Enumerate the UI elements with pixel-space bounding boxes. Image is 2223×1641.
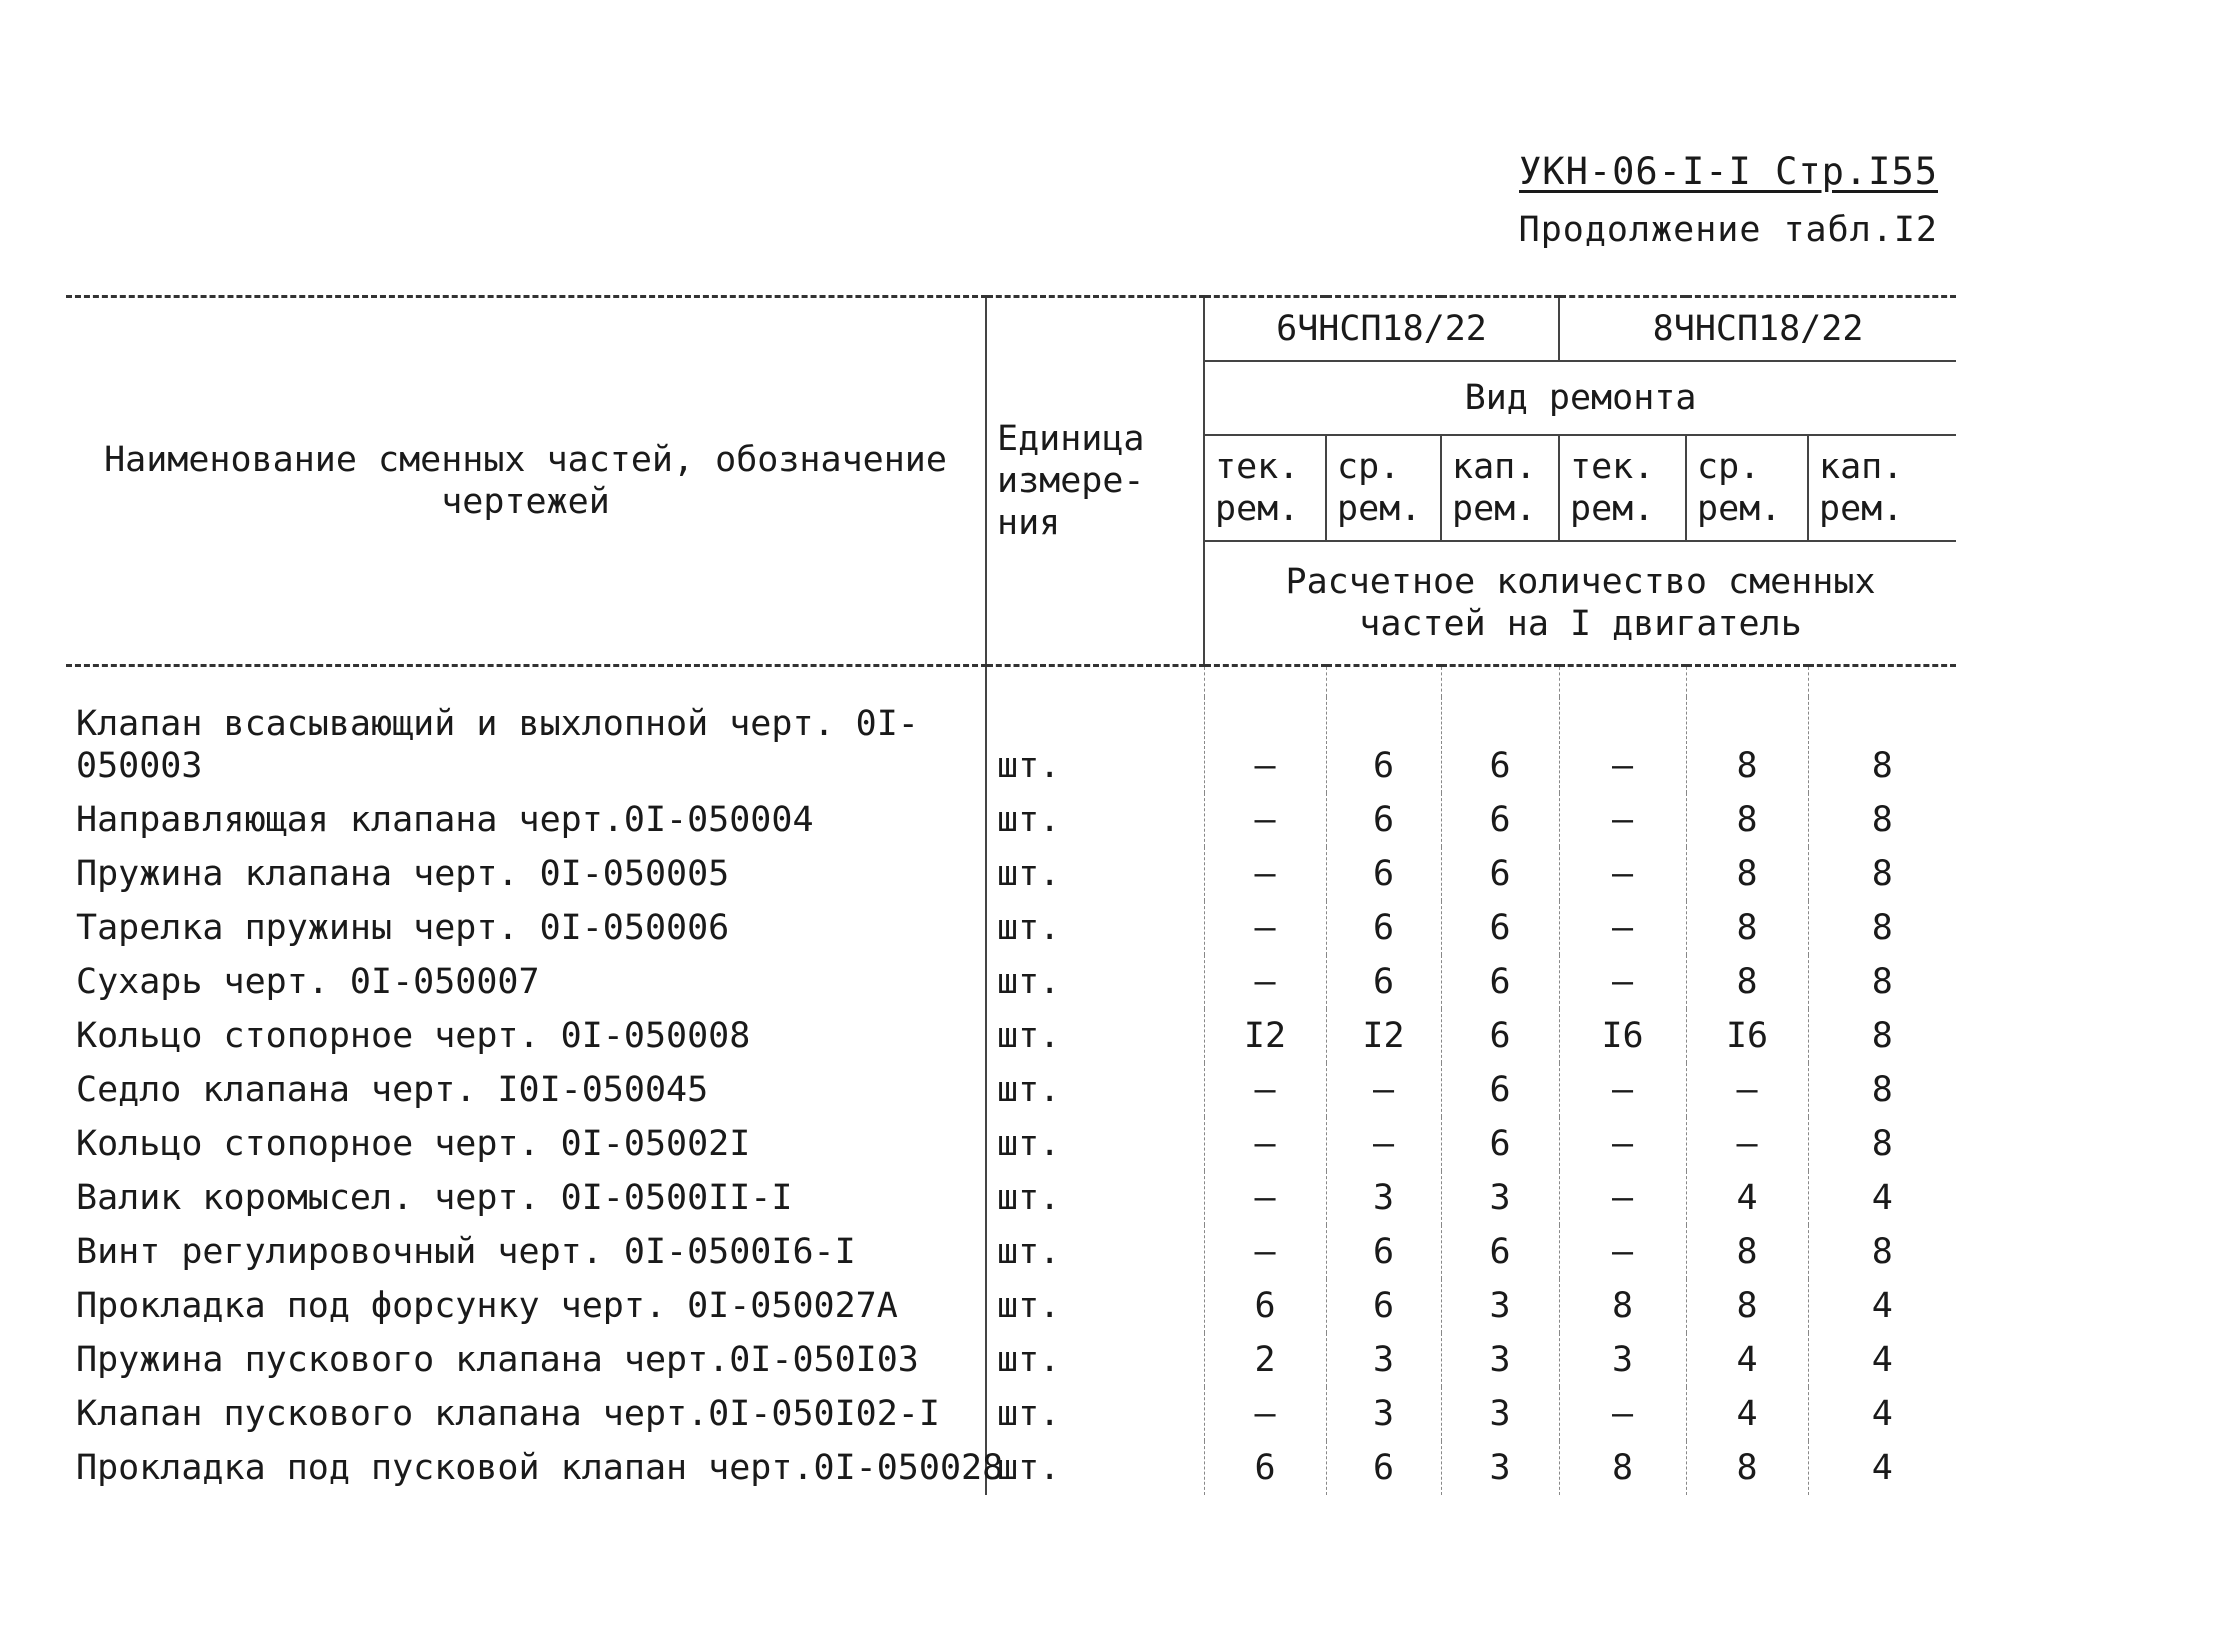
- quantity-cell: 4: [1871, 1340, 1893, 1380]
- quantity-cell: –: [1204, 793, 1326, 847]
- quantity-cell: –: [1204, 1171, 1326, 1225]
- quantity-cell: 6: [1204, 1441, 1326, 1495]
- quantity-cell: 6: [1441, 697, 1559, 793]
- quantity-cell: 6: [1326, 793, 1441, 847]
- quantity-cell: 2: [1204, 1333, 1326, 1387]
- column-header-unit: Единица измере- ния: [986, 297, 1204, 666]
- quantity-cell: 3: [1441, 1171, 1559, 1225]
- quantity-cell: I2: [1204, 1009, 1326, 1063]
- column-header-repair-2: ср. рем.: [1326, 435, 1441, 541]
- part-unit: шт.: [986, 1063, 1204, 1117]
- part-name: Клапан пускового клапана черт.0I-050I02-I: [66, 1387, 986, 1441]
- part-name: Валик коромысел. черт. 0I-0500II-I: [66, 1171, 986, 1225]
- quantity-cell: 4: [1686, 1387, 1808, 1441]
- quantity-cell: 8: [1871, 908, 1893, 948]
- part-name: Клапан всасывающий и выхлопной черт. 0I-050003: [66, 697, 986, 793]
- part-unit: шт.: [986, 847, 1204, 901]
- quantity-cell: 8: [1559, 1279, 1686, 1333]
- quantity-cell: –: [1559, 793, 1686, 847]
- quantity-cell: 6: [1326, 1441, 1441, 1495]
- quantity-cell: 6: [1441, 1225, 1559, 1279]
- quantity-cell: 3: [1326, 1171, 1441, 1225]
- quantity-cell: 4: [1871, 1286, 1893, 1326]
- quantity-cell: 6: [1441, 1117, 1559, 1171]
- quantity-cell: 6: [1441, 1063, 1559, 1117]
- quantity-cell: 8: [1871, 962, 1893, 1002]
- quantity-cell: –: [1559, 1387, 1686, 1441]
- column-header-repair-3: кап. рем.: [1441, 435, 1559, 541]
- part-unit: шт.: [986, 1387, 1204, 1441]
- column-header-model-8: 8ЧНСП18/22: [1559, 297, 1956, 362]
- table-row: [66, 1387, 1956, 1441]
- document-code: УКН-06-I-I Стр.I55: [1519, 150, 1938, 193]
- quantity-cell: 3: [1441, 1279, 1559, 1333]
- quantity-cell: I2: [1326, 1009, 1441, 1063]
- table-row: [66, 901, 1956, 955]
- quantity-cell: 4: [1871, 1448, 1893, 1488]
- part-unit: шт.: [986, 1333, 1204, 1387]
- quantity-cell: 3: [1441, 1333, 1559, 1387]
- part-name: Кольцо стопорное черт. 0I-05002I: [66, 1117, 986, 1171]
- part-name: Пружина клапана черт. 0I-050005: [66, 847, 986, 901]
- table-row: [66, 1117, 1956, 1171]
- part-unit: шт.: [986, 901, 1204, 955]
- quantity-cell: 8: [1871, 1124, 1893, 1164]
- quantity-cell: –: [1559, 1117, 1686, 1171]
- column-header-repair-1: тек. рем.: [1204, 435, 1326, 541]
- quantity-cell: –: [1204, 847, 1326, 901]
- quantity-cell: 8: [1686, 697, 1808, 793]
- quantity-cell: –: [1559, 847, 1686, 901]
- part-unit: шт.: [986, 1441, 1204, 1495]
- part-name: Прокладка под форсунку черт. 0I-050027А: [66, 1279, 986, 1333]
- quantity-cell: –: [1559, 1063, 1686, 1117]
- table-row: [66, 1279, 1956, 1333]
- table-continuation-label: Продолжение табл.I2: [1518, 210, 1938, 250]
- quantity-cell: 6: [1326, 1225, 1441, 1279]
- quantity-cell: 6: [1441, 901, 1559, 955]
- quantity-cell: 8: [1686, 955, 1808, 1009]
- table-row: [66, 793, 1956, 847]
- quantity-cell: 6: [1326, 847, 1441, 901]
- quantity-cell: I6: [1686, 1009, 1808, 1063]
- quantity-cell: –: [1204, 901, 1326, 955]
- quantity-cell: 4: [1686, 1333, 1808, 1387]
- quantity-cell: –: [1559, 901, 1686, 955]
- spare-parts-table: [66, 295, 1956, 1495]
- part-name: Седло клапана черт. I0I-050045: [66, 1063, 986, 1117]
- column-header-repair-type: Вид ремонта: [1204, 361, 1956, 435]
- quantity-cell: –: [1686, 1063, 1808, 1117]
- quantity-cell: 8: [1871, 1016, 1893, 1056]
- quantity-cell: –: [1559, 1171, 1686, 1225]
- quantity-cell: 8: [1871, 1232, 1893, 1272]
- quantity-cell: –: [1559, 955, 1686, 1009]
- table-row: [66, 1441, 1956, 1495]
- table-row: [66, 1225, 1956, 1279]
- quantity-cell: –: [1686, 1117, 1808, 1171]
- part-unit: шт.: [986, 1225, 1204, 1279]
- quantity-cell: –: [1326, 1063, 1441, 1117]
- quantity-cell: 3: [1326, 1387, 1441, 1441]
- part-name: Пружина пускового клапана черт.0I-050I03: [66, 1333, 986, 1387]
- quantity-cell: 8: [1686, 847, 1808, 901]
- part-name: Тарелка пружины черт. 0I-050006: [66, 901, 986, 955]
- quantity-cell: 6: [1326, 955, 1441, 1009]
- part-name: Направляющая клапана черт.0I-050004: [66, 793, 986, 847]
- quantity-cell: 6: [1441, 793, 1559, 847]
- quantity-cell: 3: [1559, 1333, 1686, 1387]
- part-name: Сухарь черт. 0I-050007: [66, 955, 986, 1009]
- part-unit: шт.: [986, 697, 1204, 793]
- quantity-cell: 8: [1686, 1225, 1808, 1279]
- quantity-cell: 8: [1686, 793, 1808, 847]
- part-unit: шт.: [986, 1009, 1204, 1063]
- column-header-name: Наименование сменных частей, обозначение чертежей: [66, 297, 986, 666]
- quantity-cell: 6: [1204, 1279, 1326, 1333]
- part-unit: шт.: [986, 1171, 1204, 1225]
- quantity-cell: –: [1204, 955, 1326, 1009]
- table-row: [66, 697, 1956, 793]
- quantity-cell: –: [1559, 1225, 1686, 1279]
- part-unit: шт.: [986, 793, 1204, 847]
- table-row: [66, 1063, 1956, 1117]
- part-name: Прокладка под пусковой клапан черт.0I-050028: [66, 1441, 986, 1495]
- quantity-cell: –: [1204, 1387, 1326, 1441]
- quantity-cell: 6: [1441, 1009, 1559, 1063]
- quantity-cell: 8: [1686, 1441, 1808, 1495]
- quantity-cell: 8: [1871, 800, 1893, 840]
- quantity-cell: –: [1204, 1225, 1326, 1279]
- quantity-cell: 4: [1871, 1178, 1893, 1218]
- quantity-cell: 4: [1686, 1171, 1808, 1225]
- part-name: Кольцо стопорное черт. 0I-050008: [66, 1009, 986, 1063]
- quantity-cell: 6: [1326, 697, 1441, 793]
- quantity-cell: –: [1559, 697, 1686, 793]
- table-row: [66, 1009, 1956, 1063]
- column-header-repair-4: тек. рем.: [1559, 435, 1686, 541]
- quantity-cell: –: [1204, 697, 1326, 793]
- column-header-model-6: 6ЧНСП18/22: [1204, 297, 1559, 362]
- quantity-cell: 3: [1441, 1387, 1559, 1441]
- quantity-cell: –: [1204, 1063, 1326, 1117]
- quantity-cell: 6: [1326, 1279, 1441, 1333]
- quantity-cell: 3: [1441, 1441, 1559, 1495]
- quantity-cell: 6: [1441, 847, 1559, 901]
- quantity-cell: 8: [1686, 1279, 1808, 1333]
- quantity-cell: 8: [1871, 854, 1893, 894]
- column-header-repair-6: кап. рем.: [1808, 435, 1956, 541]
- table-row: [66, 1171, 1956, 1225]
- quantity-cell: 3: [1326, 1333, 1441, 1387]
- quantity-cell: 6: [1326, 901, 1441, 955]
- quantity-cell: 8: [1559, 1441, 1686, 1495]
- table-row: [66, 955, 1956, 1009]
- quantity-cell: 6: [1441, 955, 1559, 1009]
- quantity-cell: –: [1326, 1117, 1441, 1171]
- column-header-repair-5: ср. рем.: [1686, 435, 1808, 541]
- quantity-cell: –: [1204, 1117, 1326, 1171]
- table-row: [66, 1333, 1956, 1387]
- part-name: Винт регулировочный черт. 0I-0500I6-I: [66, 1225, 986, 1279]
- quantity-cell: 4: [1871, 1394, 1893, 1434]
- part-unit: шт.: [986, 1279, 1204, 1333]
- quantity-cell: 8: [1871, 1070, 1893, 1110]
- part-unit: шт.: [986, 955, 1204, 1009]
- part-unit: шт.: [986, 1117, 1204, 1171]
- quantity-cell: 8: [1686, 901, 1808, 955]
- column-header-calculated-quantity: Расчетное количество сменных частей на I двигатель: [1204, 541, 1956, 666]
- table-row: [66, 847, 1956, 901]
- quantity-cell: 8: [1871, 746, 1893, 786]
- quantity-cell: I6: [1559, 1009, 1686, 1063]
